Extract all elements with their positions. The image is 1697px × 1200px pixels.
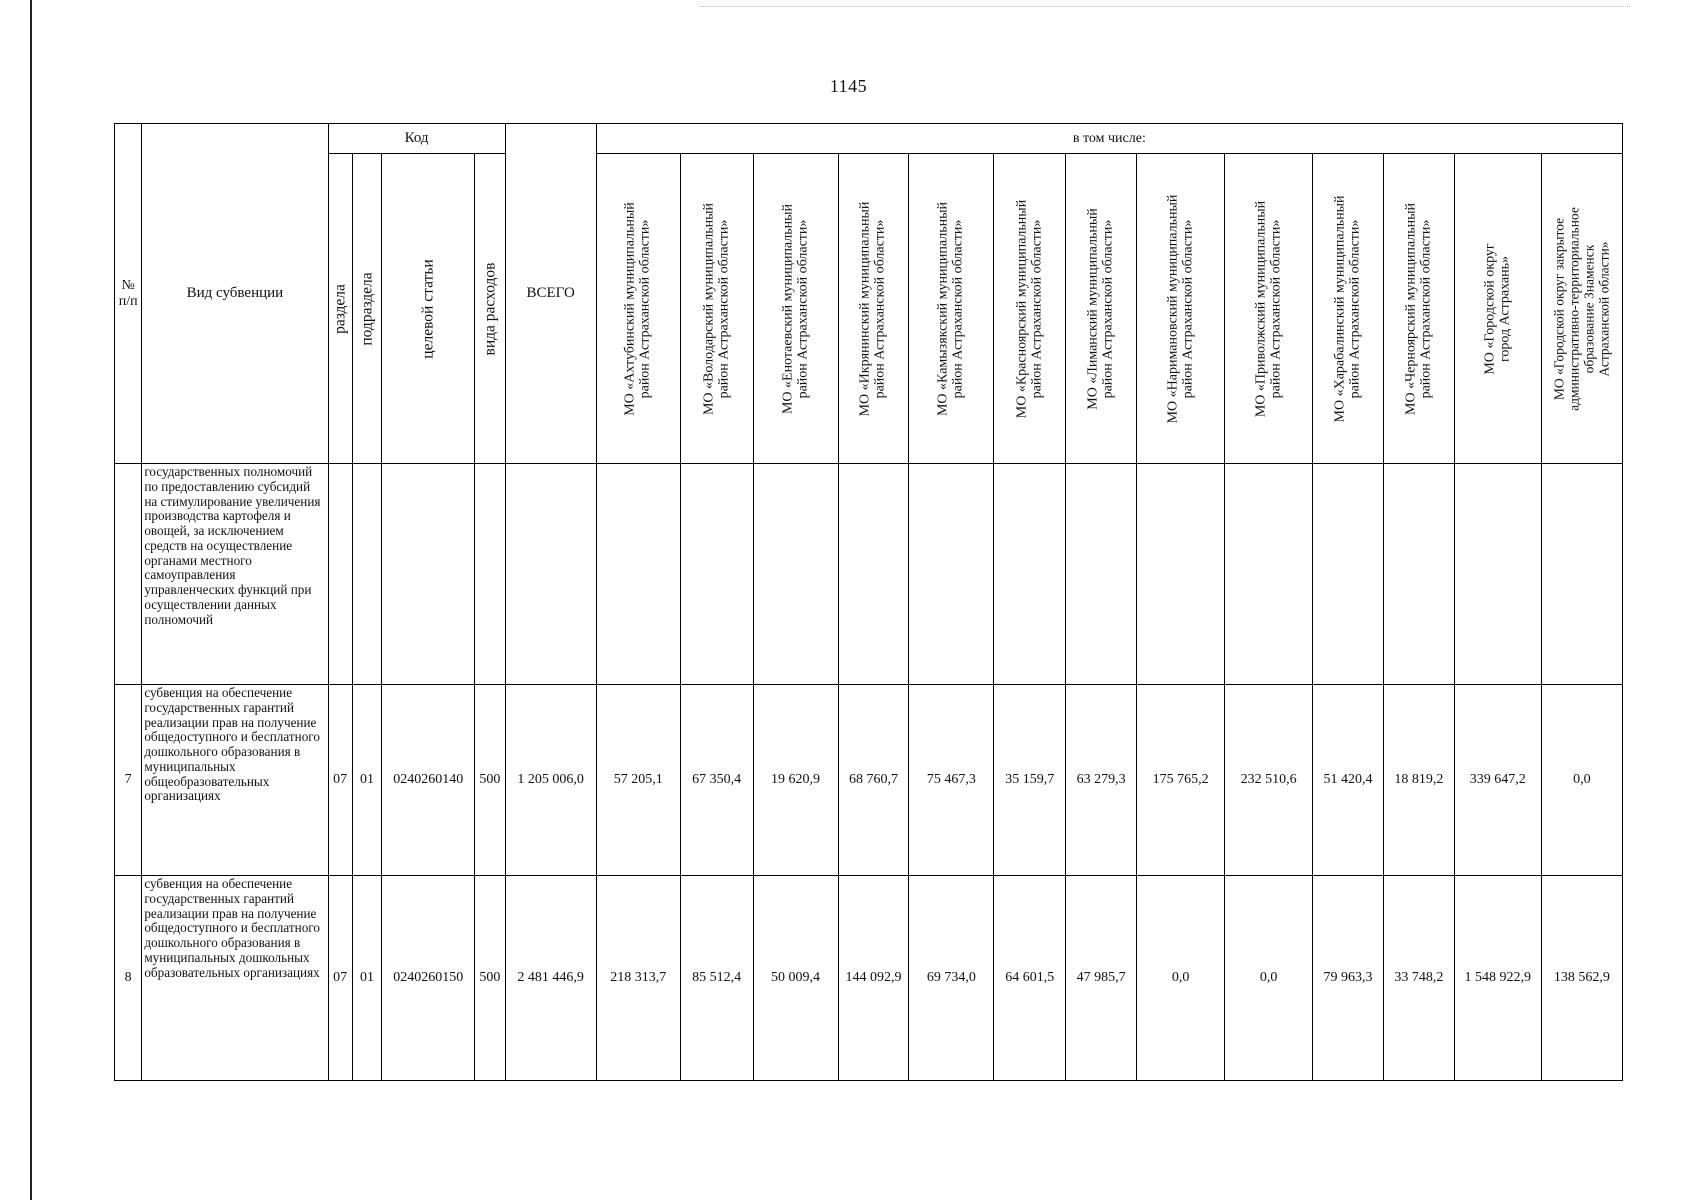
row-expense: 500: [475, 876, 505, 1081]
row-value: [1066, 464, 1137, 685]
row-value: 33 748,2: [1383, 876, 1454, 1081]
table-row: [115, 685, 1623, 876]
row-target: 0240260150: [382, 876, 475, 1081]
header-code-section: раздела: [328, 154, 352, 464]
header-mo-krasnoyarsky: МО «Красноярский муниципальный район Астраханской области»: [994, 154, 1066, 464]
row-value: 50 009,4: [753, 876, 838, 1081]
row-value: [909, 464, 994, 685]
header-code-target: целевой статьи: [382, 154, 475, 464]
row-value: 69 734,0: [909, 876, 994, 1081]
row-value: [596, 464, 680, 685]
row-value: 64 601,5: [994, 876, 1066, 1081]
row-expense: 500: [475, 685, 505, 876]
row-value: 138 562,9: [1541, 876, 1622, 1081]
row-value: 0,0: [1225, 876, 1313, 1081]
row-value: 19 620,9: [753, 685, 838, 876]
row-value: [1383, 464, 1454, 685]
row-subsection: 01: [352, 685, 381, 876]
header-num: № п/п: [115, 124, 142, 464]
header-code: Код: [328, 124, 505, 154]
row-value: 63 279,3: [1066, 685, 1137, 876]
row-target: 0240260140: [382, 685, 475, 876]
subvention-table: [114, 123, 1623, 1081]
row-value: 0,0: [1137, 876, 1225, 1081]
header-mo-limansky: МО «Лиманский муниципальный район Астраханской области»: [1066, 154, 1137, 464]
row-description: государственных полномочий по предоставлению субсидий на стимулирование увеличения производства картофеля и овощей, за исключением средств на осуществление органами местного самоуправления управленческих функций при осуществлении данных полномочий: [142, 464, 328, 685]
row-value: 51 420,4: [1313, 685, 1384, 876]
row-value: 218 313,7: [596, 876, 680, 1081]
row-value: 79 963,3: [1313, 876, 1384, 1081]
row-value: 1 548 922,9: [1454, 876, 1541, 1081]
row-value: 0,0: [1541, 685, 1622, 876]
row-value: 57 205,1: [596, 685, 680, 876]
row-value: 339 647,2: [1454, 685, 1541, 876]
row-description: субвенция на обеспечение государственных гарантий реализации прав на получение общедоступного и бесплатного дошкольного образования в муниципальных общеобразовательных организациях: [142, 685, 328, 876]
row-value: [1313, 464, 1384, 685]
row-num: 8: [115, 876, 142, 1081]
row-value: 18 819,2: [1383, 685, 1454, 876]
row-value: [838, 464, 909, 685]
header-mo-chernoyarsky: МО «Черноярский муниципальный район Астраханской области»: [1383, 154, 1454, 464]
row-expense: [475, 464, 505, 685]
row-section: 07: [328, 876, 352, 1081]
table-row: [115, 876, 1623, 1081]
row-value: 175 765,2: [1137, 685, 1225, 876]
row-value: 85 512,4: [680, 876, 753, 1081]
row-value: [680, 464, 753, 685]
header-including: в том числе:: [596, 124, 1622, 154]
row-total: 1 205 006,0: [505, 685, 596, 876]
header-code-subsection: подраздела: [352, 154, 381, 464]
row-subsection: [352, 464, 381, 685]
header-mo-narimanovsky: МО «Наримановский муниципальный район Астраханской области»: [1137, 154, 1225, 464]
row-total: [505, 464, 596, 685]
row-value: [1541, 464, 1622, 685]
header-code-expense: вида расходов: [475, 154, 505, 464]
header-mo-kamyzyaksky: МО «Камызякский муниципальный район Астраханской области»: [909, 154, 994, 464]
row-value: [994, 464, 1066, 685]
row-num: [115, 464, 142, 685]
row-value: 232 510,6: [1225, 685, 1313, 876]
header-mo-ikryaninsky: МО «Икрянинский муниципальный район Астраханской области»: [838, 154, 909, 464]
row-section: 07: [328, 685, 352, 876]
row-description: субвенция на обеспечение государственных гарантий реализации прав на получение общедоступного и бесплатного дошкольного образования в муниципальных дошкольных образовательных организациях: [142, 876, 328, 1081]
header-mo-privolzhsky: МО «Приволжский муниципальный район Астраханской области»: [1225, 154, 1313, 464]
row-value: 47 985,7: [1066, 876, 1137, 1081]
header-mo-enotaevsky: МО «Енотаевский муниципальный район Астраханской области»: [753, 154, 838, 464]
row-target: [382, 464, 475, 685]
row-value: [1225, 464, 1313, 685]
header-type: Вид субвенции: [142, 124, 328, 464]
header-mo-astrakhan: МО «Городской округ город Астрахань»: [1454, 154, 1541, 464]
row-section: [328, 464, 352, 685]
row-value: 67 350,4: [680, 685, 753, 876]
row-value: [1454, 464, 1541, 685]
row-num: 7: [115, 685, 142, 876]
row-value: 68 760,7: [838, 685, 909, 876]
scan-noise-line: [700, 6, 1630, 7]
table-row: [115, 464, 1623, 685]
row-value: 35 159,7: [994, 685, 1066, 876]
row-value: 75 467,3: [909, 685, 994, 876]
row-value: 144 092,9: [838, 876, 909, 1081]
header-mo-znamensk: МО «Городской округ закрытое административно-территориальное образование Знаменск Астраханской области»: [1541, 154, 1622, 464]
header-mo-volodarsky: МО «Володарский муниципальный район Астраханской области»: [680, 154, 753, 464]
row-subsection: 01: [352, 876, 381, 1081]
row-total: 2 481 446,9: [505, 876, 596, 1081]
header-mo-akhtubinsky: МО «Ахтубинский муниципальный район Астраханской области»: [596, 154, 680, 464]
header-total: ВСЕГО: [505, 124, 596, 464]
header-mo-kharabalinsky: МО «Харабалинский муниципальный район Астраханской области»: [1313, 154, 1384, 464]
page-number: 1145: [829, 76, 868, 96]
left-margin-rule: [30, 0, 32, 1200]
row-value: [1137, 464, 1225, 685]
row-value: [753, 464, 838, 685]
